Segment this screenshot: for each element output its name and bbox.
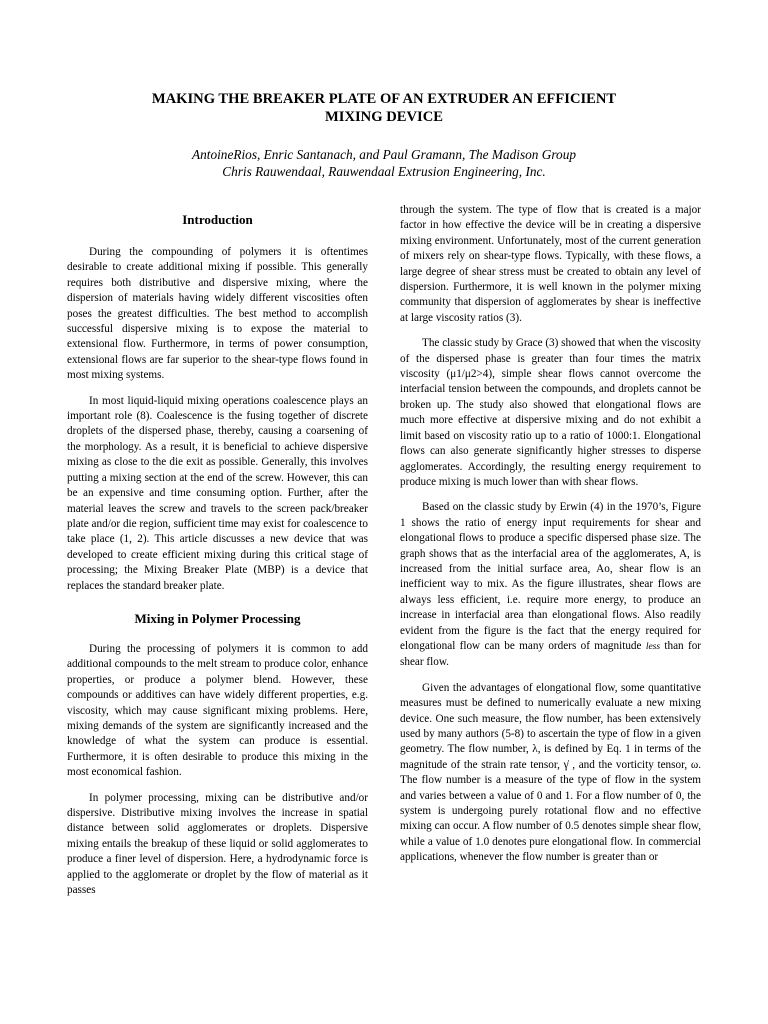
right-paragraph-1: through the system. The type of flow that is created is a major factor in how effective the device will be in creating a dispersive mixing environment. Unfortunately, most of the current generation of mixers rely on shear-type flows. Typically, with these flows, a large degree of shear stress must be created to obtain any level of dispersion. Furthermore, it is well known in the polymer mixing community that dispersion of agglomerates by shear is ineffective at large viscosity ratios (3).: [400, 204, 701, 324]
mixing-paragraph-2: In polymer processing, mixing can be distributive and/or dispersive. Distributive mixing involves the increase in spatial distance between solid agglomerates or droplets. Dispersive mixing entails the breakup of these liquid or solid agglomerates to produce a finer level of dispersion. Here, a hydrodynamic force is applied to the agglomerate or droplet by the flow of material as it passes: [67, 791, 368, 897]
title-line-1: MAKING THE BREAKER PLATE OF AN EXTRUDER AN EFFICIENT: [151, 91, 617, 107]
right-paragraph-3-text-a: Based on the classic study by Erwin (4) in the 1970’s, Figure 1 shows the ratio of energy input requirements for shear and elongational flows to produce a specific dispersed phase size. The graph shows that as the interfacial area of the agglomerates, A, is increased from the initial surface area, Ao, shear flow is an inefficient way to mix. As the figure illustrates, shear flows are always less efficient, i.e. require more energy, to produce an increase in interfacial area than elongational flows. Also readily evident from the figure is the fact that the energy required for elongational flow can be many orders of magnitude: [400, 501, 701, 652]
introduction-heading: Introduction: [182, 212, 253, 227]
emphasis-less: less: [645, 641, 661, 652]
left-column: [67, 203, 368, 908]
author-block: [0, 146, 768, 180]
title-line-2: MIXING DEVICE: [325, 109, 443, 125]
right-paragraph-3: [400, 500, 701, 670]
mixing-paragraph-1: During the processing of polymers it is common to add additional compounds to the melt stream to produce color, enhance properties, or produce a polymer blend. However, these compounds or additives can have widely different properties, e.g. viscosity, which may cause significant mixing problems. Here, mixing demands of the system are significantly increased and the knowledge of what the system can produce is essential. Furthermore, it is often desirable to produce this mixing in the most economical fashion.: [67, 642, 368, 779]
intro-paragraph-2: In most liquid-liquid mixing operations coalescence plays an important role (8). Coalescence is the fusing together of discrete droplets of the dispersed phase, thereby, causing a coarsening of the morphology. As a result, it is beneficial to achieve dispersive mixing as close to the die exit as possible. Generally, this involves putting a mixing section at the end of the screw. However, this can be an expensive and time consuming option. Further, after the material leaves the screw and travels to the screen pack/breaker plate and/or die region, sufficient time may exist for coalescence to take place (1, 2). This article discusses a new device that was developed to create efficient mixing during this critical stage of processing; the Mixing Breaker Plate (MBP) is a device that replaces the standard breaker plate.: [67, 394, 368, 592]
intro-paragraph-1: During the compounding of polymers it is oftentimes desirable to create additional mixing if possible. This generally requires both distributive and dispersive mixing, where the dispersion of materials having widely different viscosities often poses the greatest difficulties. The best method to accomplish successful dispersive mixing is to expose the material to extensional flow. Furthermore, in terms of power consumption, extensional flows are far superior to the shear-type flows found in most mixing systems.: [67, 246, 368, 382]
author-line-1: AntoineRios, Enric Santanach, and Paul Gramann, The Madison Group: [192, 147, 576, 162]
mixing-heading: Mixing in Polymer Processing: [134, 610, 301, 626]
right-paragraph-2: The classic study by Grace (3) showed that when the viscosity of the dispersed phase is greater than four times the matrix viscosity (μ1/μ2>4), simple shear flows cannot overcome the interfacial tension between the compounds, and droplets cannot be broken up. The study also showed that elongational flows are much more effective at dispersive mixing and do not exhibit a limit based on viscosity ratio up to a ratio of 1000:1. Elongational flows can also generate significantly higher stresses to disperse agglomerates. Accordingly, the resulting energy requirement to produce mixing is much lower than with shear flows.: [400, 337, 701, 488]
author-line-2: Chris Rauwendaal, Rauwendaal Extrusion Engineering, Inc.: [222, 164, 546, 179]
right-column: [400, 203, 701, 876]
right-paragraph-4: Given the advantages of elongational flow, some quantitative measures must be defined to numerically evaluate a new mixing device. One such measure, the flow number, has been extensively used by many authors (5-8) to ascertain the type of flow in a given geometry. The flow number, λ, is defined by Eq. 1 in terms of the magnitude of the strain rate tensor, γ̇ , and the vorticity tensor, ω. The flow number is a measure of the type of flow in the system and varies between a value of 0 and 1. For a flow number of 0, the system is undergoing purely rotational flow and no effective mixing can occur. A flow number of 0.5 denotes simple shear flow, while a value of 1.0 denotes pure elongational flow. In commercial applications, whenever the flow number is greater than or: [400, 681, 701, 864]
right-paragraph-3-text-b: than for shear flow.: [400, 639, 702, 669]
paper-title: [0, 90, 768, 126]
